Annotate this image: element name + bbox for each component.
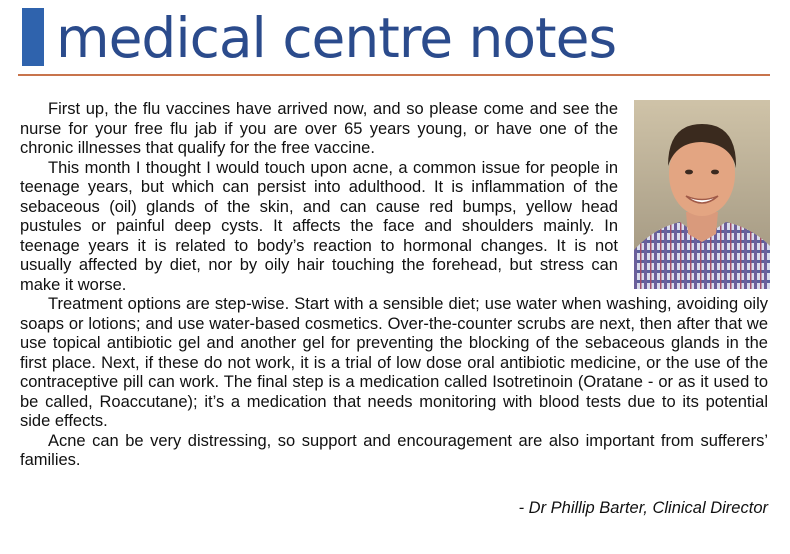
- paragraph-flu-vaccines: First up, the flu vaccines have arrived now, and so please come and see the nurse for your free flu jab if you are over 65 years young, or have one of the chronic illnesses that qualify for the free vaccine.: [20, 100, 618, 157]
- title-divider: [18, 74, 770, 76]
- header: [0, 0, 790, 80]
- paragraph-acne-intro: This month I thought I would touch upon acne, a common issue for people in teenage years, but which can persist into adulthood. It is inflammation of the sebaceous (oil) glands of the skin, and can cause red bumps, yellow head pustules or painful deep cysts. It affects the face and shoulders mainly. In teenage years it is related to body’s reaction to hormonal changes. It is not usually affected by diet, nor by oily hair touching the forehead, but stress can make it worse.: [20, 158, 618, 294]
- page-title: medical centre notes: [56, 6, 617, 70]
- article-body: [20, 100, 768, 471]
- paragraph-treatment: Treatment options are step-wise. Start with a sensible diet; use water when washing, avoiding oily soaps or lotions; and use water-based cosmetics. Over-the-counter scrubs are next, then after that we use topical antibiotic gel and another gel for preventing the blocking of the sebaceous glands in the first place. Next, if these do not work, it is a trial of low dose oral antibiotic medicine, or the use of the contraceptive pill can work. The final step is a medication called Isotretinoin (Oratane - or as it used to be called, Roaccutane); it’s a medication that needs monitoring with blood tests due to its potential side effects.: [20, 295, 768, 430]
- author-signature: - Dr Phillip Barter, Clinical Director: [518, 499, 768, 517]
- paragraph-support: Acne can be very distressing, so support and encouragement are also important from sufferers’ families.: [20, 431, 768, 469]
- accent-bar: [22, 8, 44, 66]
